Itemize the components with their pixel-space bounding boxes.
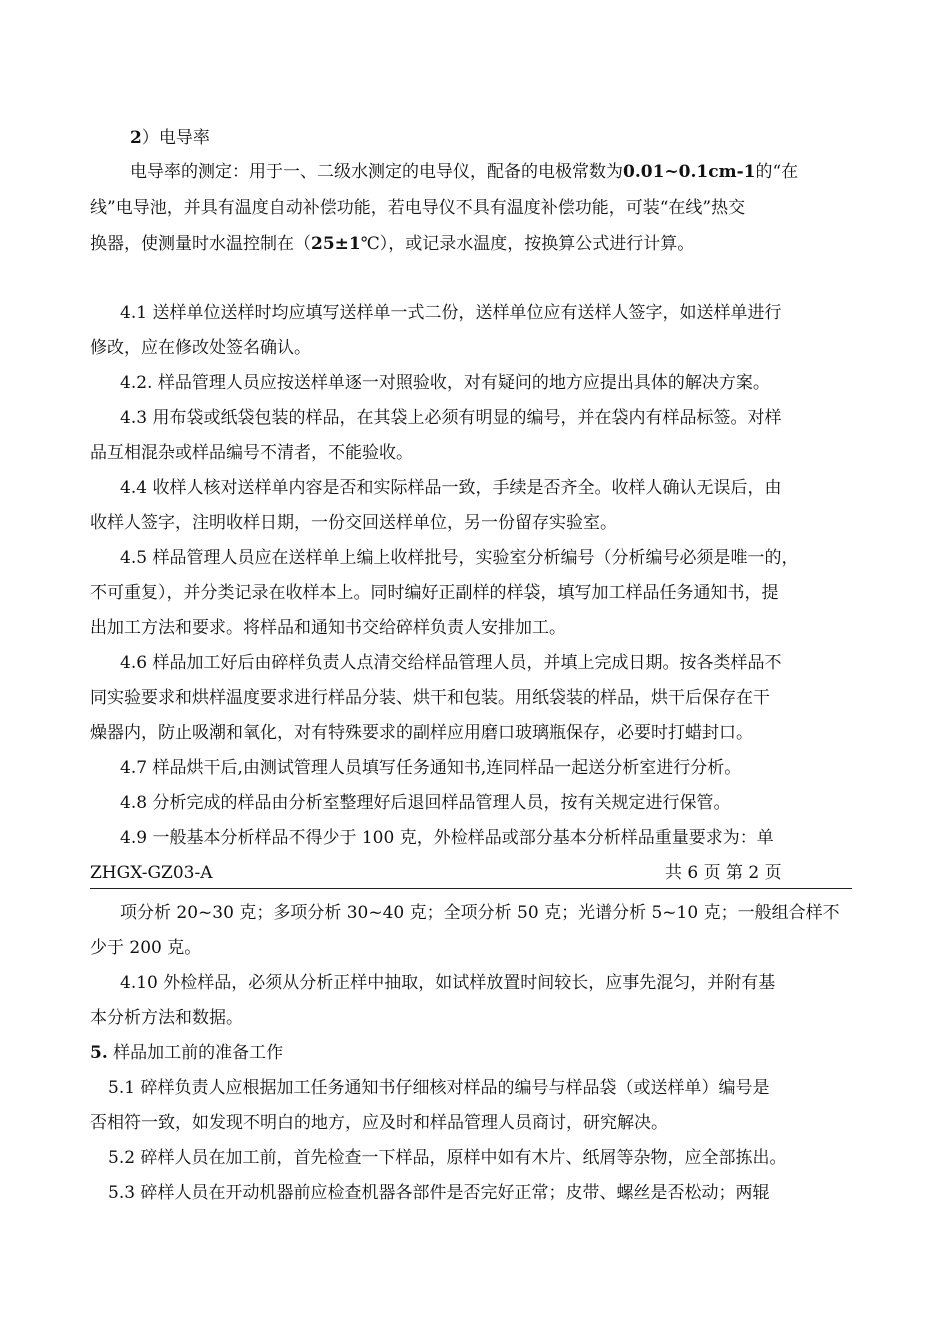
- page-indicator: 共 6 页 第 2 页: [665, 863, 782, 883]
- temperature-value: 25±1: [311, 234, 361, 254]
- item-4-1-line: 4.1 送样单位送样时均应填写送样单一式二份，送样单位应有送样人签字，如送样单进行: [120, 303, 782, 323]
- section-number: 2: [130, 128, 142, 148]
- item-4-1-line: 修改，应在修改处签名确认。: [90, 338, 311, 358]
- section-heading-preparation: [90, 1042, 283, 1064]
- item-4-3-line: 4.3 用布袋或纸袋包装的样品，在其袋上必须有明显的编号，并在袋内有样品标签。对样: [120, 408, 782, 428]
- text-run: ℃），或记录水温度，按换算公式进行计算。: [360, 234, 695, 254]
- item-4-5-line: 不可重复），并分类记录在收样本上。同时编好正副样的样袋，填写加工样品任务通知书，提: [90, 583, 779, 603]
- text-run: 换器，使测量时水温控制在（: [90, 234, 311, 254]
- item-4-6-line: 4.6 样品加工好后由碎样负责人点清交给样品管理人员，并填上完成日期。按各类样品不: [120, 653, 782, 673]
- item-4-6-line: 同实验要求和烘样温度要求进行样品分装、烘干和包装。用纸袋装的样品，烘干后保存在干: [90, 688, 770, 708]
- electrode-constant: 0.01~0.1cm-1: [623, 162, 756, 182]
- item-4-5-line: 出加工方法和要求。将样品和通知书交给碎样负责人安排加工。: [90, 618, 566, 638]
- section-number: 5.: [90, 1043, 108, 1063]
- item-4-3-line: 品互相混杂或样品编号不清者，不能验收。: [90, 443, 413, 463]
- item-4-8-line: 4.8 分析完成的样品由分析室整理好后退回样品管理人员，按有关规定进行保管。: [120, 793, 731, 813]
- section-title: 样品加工前的准备工作: [107, 1043, 284, 1063]
- item-4-2-line: 4.2. 样品管理人员应按送样单逐一对照验收，对有疑问的地方应提出具体的解决方案。: [120, 373, 770, 393]
- document-code: ZHGX-GZ03-A: [90, 863, 213, 883]
- section-title: ）电导率: [141, 128, 210, 148]
- item-5-1-line: 否相符一致，如发现不明白的地方，应及时和样品管理人员商讨，研究解决。: [90, 1113, 668, 1133]
- paragraph-line: 线”电导池，并具有温度自动补偿功能，若电导仪不具有温度补偿功能，可装“在线”热交: [90, 198, 746, 218]
- item-5-1-line: 5.1 碎样负责人应根据加工任务通知书仔细核对样品的编号与样品袋（或送样单）编号是: [108, 1078, 770, 1098]
- item-5-2-line: 5.2 碎样人员在加工前，首先检查一下样品，原样中如有木片、纸屑等杂物，应全部拣出。: [108, 1148, 787, 1168]
- item-4-4-line: 收样人签字，注明收样日期，一份交回送样单位，另一份留存实验室。: [90, 513, 617, 533]
- footer-divider: [90, 888, 852, 889]
- paragraph-line: [130, 161, 798, 183]
- item-4-10-line: 本分析方法和数据。: [90, 1008, 243, 1028]
- paragraph-line: [90, 233, 694, 255]
- item-4-5-line: 4.5 样品管理人员应在送样单上编上收样批号，实验室分析编号（分析编号必须是唯一的，: [120, 548, 799, 568]
- text-run: 电导率的测定：用于一、二级水测定的电导仪，配备的电极常数为: [130, 162, 623, 182]
- item-5-3-line: 5.3 碎样人员在开动机器前应检查机器各部件是否完好正常；皮带、螺丝是否松动；两辊: [108, 1183, 770, 1203]
- item-4-9-line: 4.9 一般基本分析样品不得少于 100 克，外检样品或部分基本分析样品重量要求为：单: [120, 828, 774, 848]
- item-4-4-line: 4.4 收样人核对送样单内容是否和实际样品一致，手续是否齐全。收样人确认无误后，由: [120, 478, 782, 498]
- item-4-9-line: 少于 200 克。: [90, 938, 202, 958]
- item-4-9-line: 项分析 20~30 克；多项分析 30~40 克；全项分析 50 克；光谱分析 5~10 克；一般组合样不: [120, 903, 840, 923]
- item-4-6-line: 燥器内，防止吸潮和氧化，对有特殊要求的副样应用磨口玻璃瓶保存，必要时打蜡封口。: [90, 723, 753, 743]
- text-run: 的“在: [755, 162, 799, 182]
- section-heading-conductivity: [130, 127, 210, 149]
- item-4-10-line: 4.10 外检样品，必须从分析正样中抽取，如试样放置时间较长，应事先混匀，并附有基: [120, 973, 776, 993]
- item-4-7-line: 4.7 样品烘干后,由测试管理人员填写任务通知书,连同样品一起送分析室进行分析。: [120, 758, 742, 778]
